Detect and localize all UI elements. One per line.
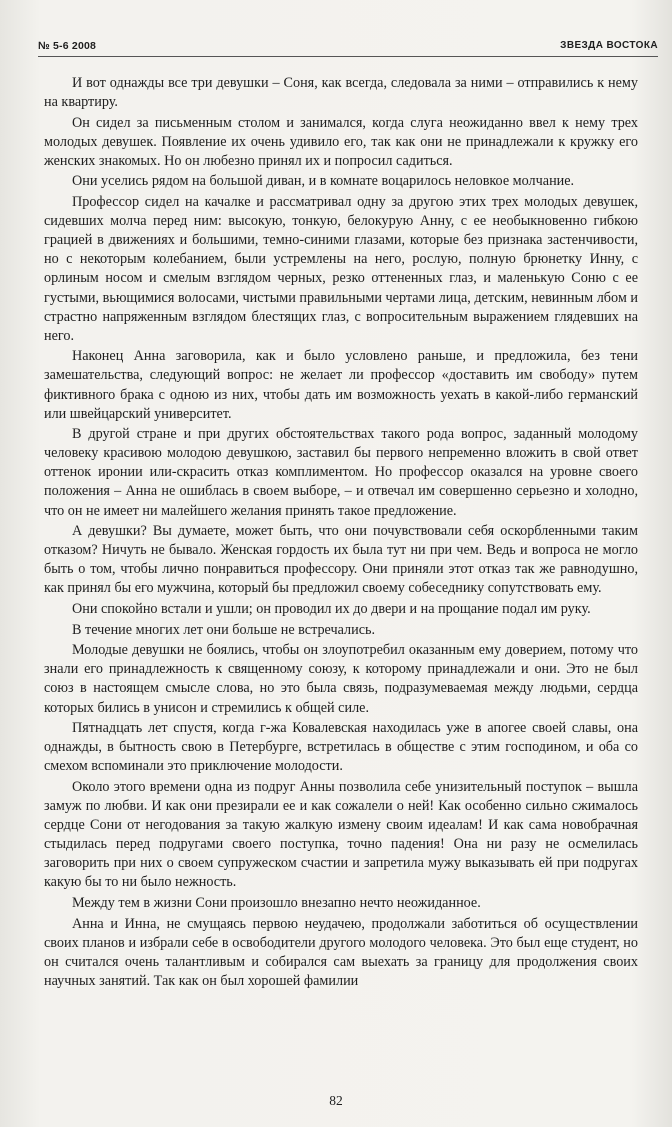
paragraph: Они уселись рядом на большой диван, и в комнате воцарилось неловкое молчание. bbox=[72, 173, 575, 190]
running-header bbox=[38, 40, 658, 56]
magazine-title: ЗВЕЗДА ВОСТОКА bbox=[560, 40, 658, 51]
paragraph: А девушки? Вы думаете, может быть, что они почувствовали себя оскорбленными таким отказом? Ничуть не бывало. Женская гордость их была тут ни при чем. Ведь и вопроса не могло быть о том, чтобы лично понравиться профессору. Они приняли этот отказ так же равнодушно, как принял бы его мужчина, который бы предложил своему собеседнику сопутствовать ему. bbox=[44, 523, 638, 597]
paragraph: Анна и Инна, не смущаясь первою неудачею, продолжали заботиться об осуществлении своих планов и избрали себе в освободители другого молодого человека. Это был еще студент, но он считался очень талантливым и собирался сам выехать за границу для продолжения своих научных занятий. Так как он был хорошей фамилии bbox=[44, 915, 638, 989]
paragraph: В течение многих лет они больше не встречались. bbox=[72, 621, 376, 638]
paragraph: Пятнадцать лет спустя, когда г-жа Ковалевская находилась уже в апогее своей славы, она однажды, в бытность свою в Петербурге, встретилась в обществе с этим господином, и оба со смехом вспоминали это приключение молодости. bbox=[44, 720, 638, 775]
paragraph: И вот однажды все три девушки – Соня, как всегда, следовала за ними – отправились к нему на квартиру. bbox=[44, 75, 638, 111]
page-number: 82 bbox=[329, 1093, 343, 1108]
paragraph: Между тем в жизни Сони произошло внезапно нечто неожиданное. bbox=[72, 894, 481, 911]
paragraph: Около этого времени одна из подруг Анны позволила себе унизительный поступок – вышла замуж по любви. И как они презирали ее и как сожалели о ней! Как особенно сильно сжималось сердце Сони от негодования за такую жалкую измену своим идеалам! И как сама новобрачная стыдилась перед подругами своего поступка, точно падения! Она ни разу не осмелилась заговорить при них о своем супружеском счастии и запретила мужу выказывать ей при подругах какую бы то ни было нежность. bbox=[44, 778, 638, 891]
paragraph: Профессор сидел на качалке и рассматривал одну за другою этих трех молодых девушек, сидевших молча перед ним: высокую, тонкую, белокурую Анну, с ее необыкновенно гибкою грацией в движениях и большими, темно-синими глазами, которые без признака застенчивости, но с некоторым колебанием, были устремлены на него, рослую, полную брюнетку Инну, с орлиным носом и смелым взглядом черных, резко оттененных глаз, и маленькую Соню с ее густыми, вьющимися волосами, чистыми правильными чертами лица, детским, невинным лбом и страстно напряженным взглядом блестящих глаз, с вопросительным выражением глядевших на него. bbox=[44, 194, 638, 344]
header-rule bbox=[38, 56, 658, 57]
article-body bbox=[44, 74, 638, 992]
paragraph: Наконец Анна заговорила, как и было условлено раньше, и предложила, без тени замешательства, следующий вопрос: не желает ли профессор «доставить им свободу» путем фиктивного брака с одною из них, чтобы дать им возможность уехать в какой-либо германский или швейцарский университет. bbox=[44, 348, 638, 422]
issue-number: № 5-6 2008 bbox=[38, 40, 97, 52]
paragraph: Он сидел за письменным столом и занимался, когда слуга неожиданно ввел к нему трех молодых девушек. Появление их очень удивило его, так как они не принадлежали к кружку его женских знакомых. Но он любезно принял их и попросил садиться. bbox=[44, 114, 638, 169]
paragraph: В другой стране и при других обстоятельствах такого рода вопрос, заданный молодому человеку красивою молодою девушкою, заставил бы первого непременно вложить в свой ответ оттенок иронии или-скрасить отказ комплиментом. Но профессор оказался на уровне своего положения – Анна не ошиблась в своем выборе, – и отвечал им совершенно серьезно и холодно, что он не имеет ни малейшего желания принять такое предложение. bbox=[44, 426, 638, 519]
paragraph: Они спокойно встали и ушли; он проводил их до двери и на прощание подал им руку. bbox=[72, 601, 591, 618]
paragraph: Молодые девушки не боялись, чтобы он злоупотребил оказанным ему доверием, потому что знали его принадлежность к священному союзу, к которому принадлежали и они. Это не был союз в настоящем смысле слова, но это была связь, подразумеваемая между людьми, сердца которых бились в унисон и стремились к общей силе. bbox=[44, 642, 638, 716]
